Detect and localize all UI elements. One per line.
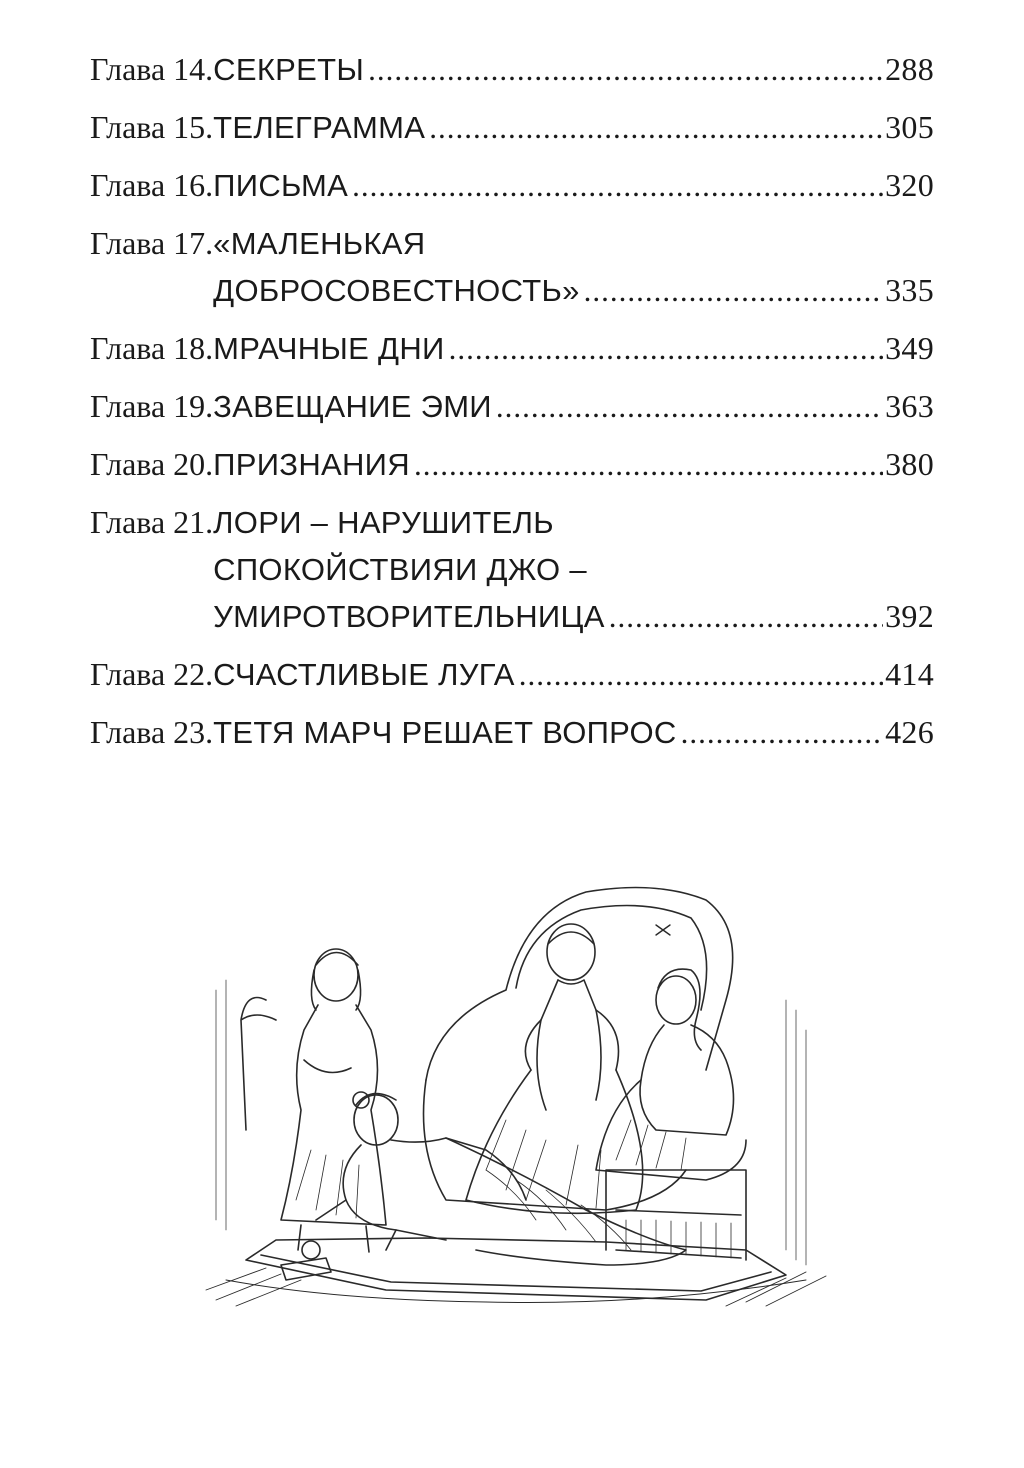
page-number: 392: [885, 598, 934, 634]
dot-leader: [609, 593, 883, 640]
chapter-number: Глава 16.: [90, 167, 214, 203]
chapter-title-line: ПИСЬМА: [213, 168, 349, 203]
chapter-title-line: ЛОРИ – НАРУШИТЕЛЬ: [213, 505, 554, 540]
page-number: 426: [885, 714, 934, 750]
page-number: 380: [885, 446, 934, 482]
chapter-title-block: [213, 220, 934, 314]
dot-leader: [584, 267, 883, 314]
chapter-number: Глава 21.: [90, 504, 214, 540]
table-of-contents: [90, 46, 934, 767]
page-number: 305: [885, 109, 934, 145]
dot-leader: [414, 441, 883, 488]
chapter-title-block: [213, 104, 934, 151]
dot-leader: [519, 651, 883, 698]
chapter-title-line: СПОКОЙСТВИЯИ ДЖО –: [213, 552, 587, 587]
chapter-number: Глава 14.: [90, 51, 214, 87]
chapter-title-block: [213, 162, 934, 209]
chapter-number: Глава 17.: [90, 225, 214, 261]
dot-leader: [429, 104, 883, 151]
chapter-title-line: ПРИЗНАНИЯ: [213, 447, 410, 482]
dot-leader: [449, 325, 884, 372]
dot-leader: [496, 383, 883, 430]
toc-entry[interactable]: [90, 709, 934, 756]
chapter-title-line: ДОБРОСОВЕСТНОСТЬ»: [213, 273, 580, 308]
chapter-number: Глава 18.: [90, 330, 214, 366]
chapter-title-block: [213, 441, 934, 488]
chapter-title-line: «МАЛЕНЬКАЯ: [213, 226, 426, 261]
chapter-number: Глава 19.: [90, 388, 214, 424]
toc-entry[interactable]: [90, 46, 934, 93]
page-number: 320: [885, 167, 934, 203]
chapter-title-block: [213, 651, 934, 698]
toc-entry[interactable]: [90, 383, 934, 430]
toc-entry[interactable]: [90, 499, 934, 640]
toc-entry[interactable]: [90, 104, 934, 151]
toc-entry[interactable]: [90, 162, 934, 209]
toc-entry[interactable]: [90, 325, 934, 372]
chapter-number: Глава 22.: [90, 656, 214, 692]
chapter-number: Глава 20.: [90, 446, 214, 482]
dot-leader: [352, 162, 883, 209]
page-number: 414: [885, 656, 934, 692]
engraving-four-girls-reading-icon: [186, 870, 836, 1310]
toc-entry[interactable]: [90, 441, 934, 488]
chapter-title-block: [213, 46, 934, 93]
toc-entry[interactable]: [90, 651, 934, 698]
page-number: 349: [885, 330, 934, 366]
chapter-title-line: СЧАСТЛИВЫЕ ЛУГА: [213, 657, 515, 692]
chapter-number: Глава 23.: [90, 714, 214, 750]
toc-entry[interactable]: [90, 220, 934, 314]
chapter-title-block: [213, 499, 934, 640]
page-number: 335: [885, 272, 934, 308]
chapter-title-line: УМИРОТВОРИТЕЛЬНИЦА: [213, 599, 605, 634]
dot-leader: [368, 46, 883, 93]
chapter-title-block: [213, 709, 934, 756]
chapter-title-line: ТЕТЯ МАРЧ РЕШАЕТ ВОПРОС: [213, 715, 677, 750]
page-number: 363: [885, 388, 934, 424]
chapter-title-block: [213, 383, 934, 430]
chapter-number: Глава 15.: [90, 109, 214, 145]
chapter-title-block: [213, 325, 934, 372]
chapter-title-line: ЗАВЕЩАНИЕ ЭМИ: [213, 389, 492, 424]
dot-leader: [681, 709, 884, 756]
chapter-title-line: СЕКРЕТЫ: [213, 52, 365, 87]
chapter-title-line: ТЕЛЕГРАММА: [213, 110, 426, 145]
chapter-title-line: МРАЧНЫЕ ДНИ: [213, 331, 445, 366]
page-number: 288: [885, 51, 934, 87]
